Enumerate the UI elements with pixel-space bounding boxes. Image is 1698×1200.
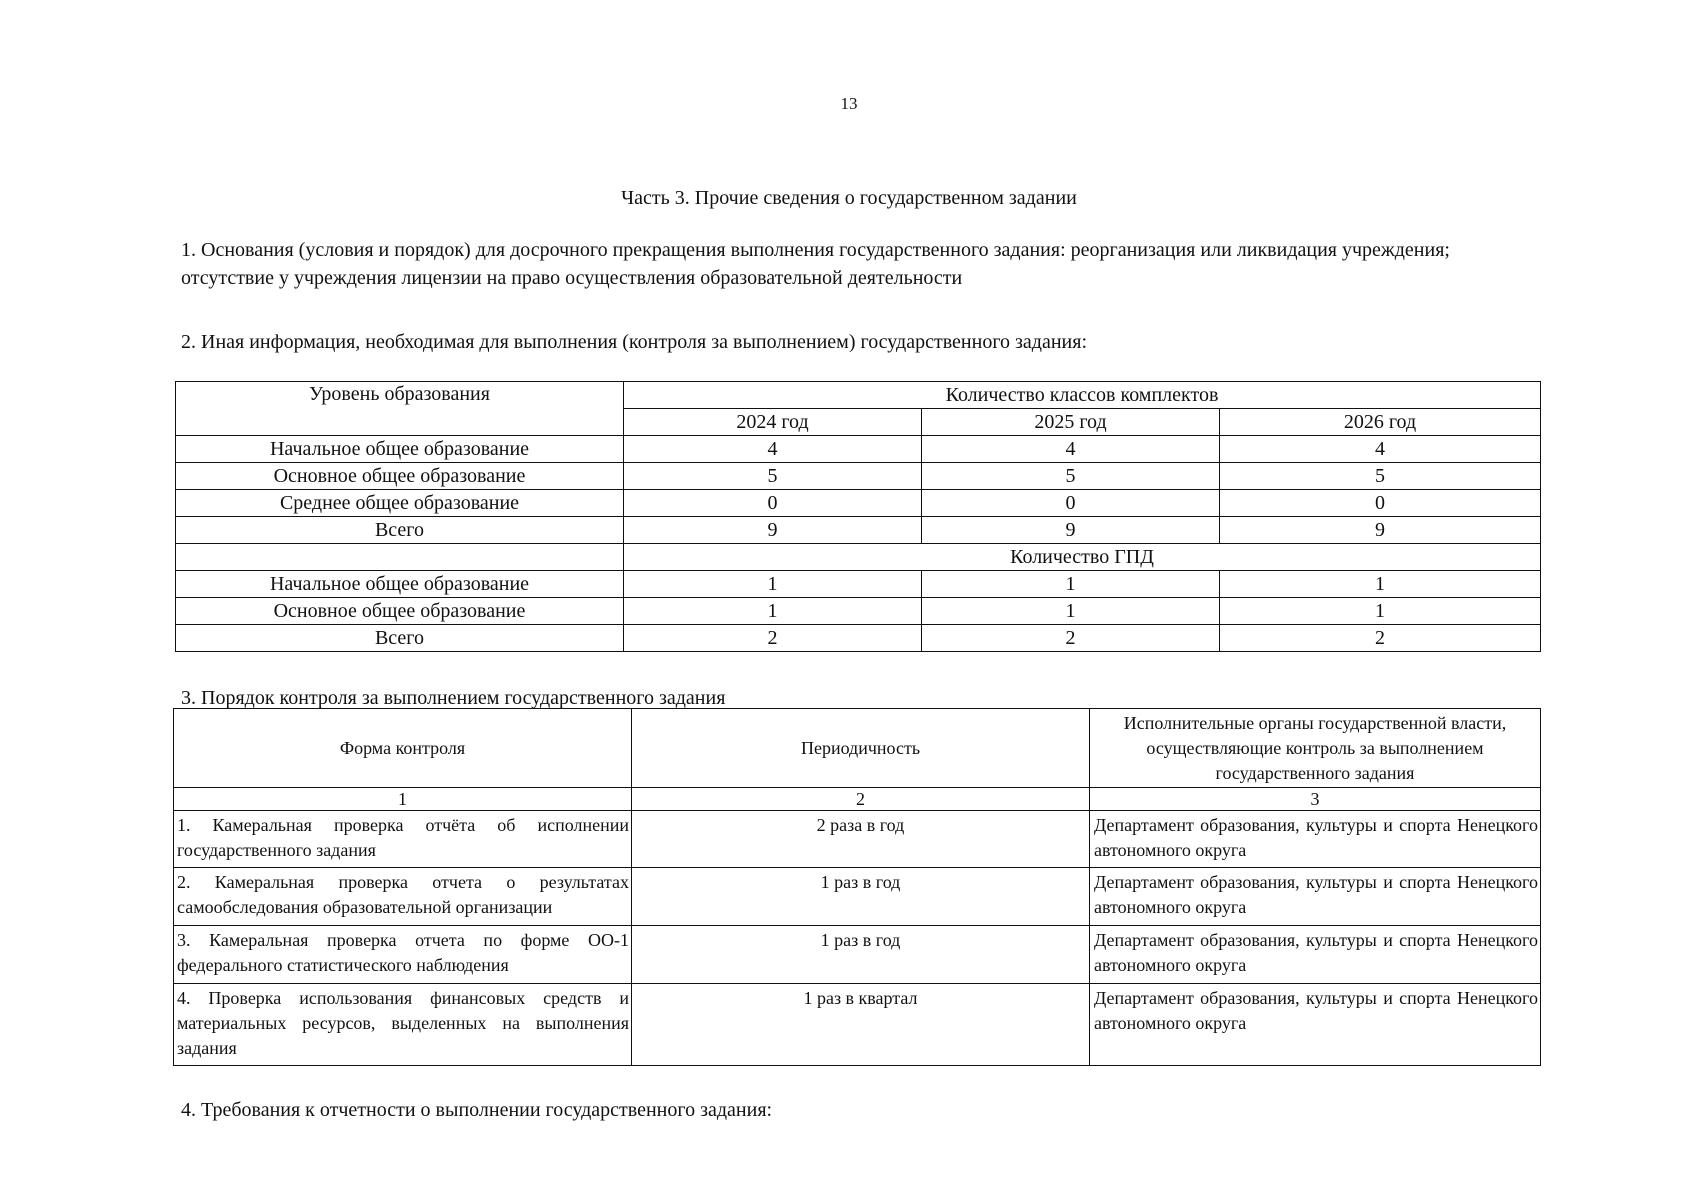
cell-value: 9 bbox=[624, 517, 922, 544]
control-period: 1 раз в год bbox=[632, 926, 1090, 984]
cell-value: 9 bbox=[1220, 517, 1541, 544]
control-period: 1 раз в год bbox=[632, 868, 1090, 926]
cell-value: 2 bbox=[1220, 625, 1541, 652]
paragraph-termination-grounds: 1. Основания (условия и порядок) для досрочного прекращения выполнения государственного задания: реорганизация или ликвидация учреждения; отсутствие у учреждения лицензии на право осуществления образовательной деятельности bbox=[181, 239, 1450, 289]
column-number: 3 bbox=[1090, 788, 1541, 811]
cell-value: 1 bbox=[1220, 598, 1541, 625]
control-form: 3. Камеральная проверка отчета по форме ОО-1 федерального статистического наблюдения bbox=[174, 926, 632, 984]
header-periodicity: Периодичность bbox=[632, 709, 1090, 788]
cell-value: 5 bbox=[624, 463, 922, 490]
cell-value: 2 bbox=[624, 625, 922, 652]
table-row bbox=[174, 926, 1541, 984]
paragraph-control-order: 3. Порядок контроля за выполнением государственного задания bbox=[181, 687, 726, 709]
page-number: 13 bbox=[840, 94, 858, 113]
row-level: Всего bbox=[176, 517, 624, 544]
row-level: Среднее общее образование bbox=[176, 490, 624, 517]
control-form: 2. Камеральная проверка отчета о результатах самообследования образовательной организации bbox=[174, 868, 632, 926]
row-level: Всего bbox=[176, 625, 624, 652]
classes-table bbox=[175, 381, 1541, 652]
control-form: 1. Камеральная проверка отчёта об исполнении государственного задания bbox=[174, 811, 632, 868]
section-title: Часть 3. Прочие сведения о государственном задании bbox=[621, 187, 1077, 209]
row-level: Начальное общее образование bbox=[176, 436, 624, 463]
cell-value: 9 bbox=[922, 517, 1220, 544]
header-control-form: Форма контроля bbox=[174, 709, 632, 788]
table-row bbox=[174, 984, 1541, 1066]
header-year: 2025 год bbox=[922, 409, 1220, 436]
cell-value: 0 bbox=[624, 490, 922, 517]
table-row bbox=[174, 868, 1541, 926]
cell-value: 0 bbox=[922, 490, 1220, 517]
row-level: Основное общее образование bbox=[176, 463, 624, 490]
header-education-level: Уровень образования bbox=[176, 382, 624, 436]
cell-value: 1 bbox=[922, 571, 1220, 598]
control-authority: Департамент образования, культуры и спорта Ненецкого автономного округа bbox=[1090, 926, 1541, 984]
table-row bbox=[176, 625, 1541, 652]
empty-cell bbox=[176, 544, 624, 571]
header-year: 2024 год bbox=[624, 409, 922, 436]
cell-value: 1 bbox=[1220, 571, 1541, 598]
header-authorities: Исполнительные органы государственной власти, осуществляющие контроль за выполнением государственного задания bbox=[1090, 709, 1541, 788]
table-row bbox=[176, 436, 1541, 463]
control-table bbox=[173, 708, 1541, 1066]
cell-value: 1 bbox=[922, 598, 1220, 625]
column-number: 1 bbox=[174, 788, 632, 811]
table-row bbox=[176, 517, 1541, 544]
column-number: 2 bbox=[632, 788, 1090, 811]
table-row bbox=[176, 463, 1541, 490]
cell-value: 4 bbox=[922, 436, 1220, 463]
control-authority: Департамент образования, культуры и спорта Ненецкого автономного округа bbox=[1090, 868, 1541, 926]
control-form: 4. Проверка использования финансовых средств и материальных ресурсов, выделенных на выполнения задания bbox=[174, 984, 632, 1066]
header-year: 2026 год bbox=[1220, 409, 1541, 436]
cell-value: 4 bbox=[1220, 436, 1541, 463]
control-period: 1 раз в квартал bbox=[632, 984, 1090, 1066]
table-row bbox=[176, 490, 1541, 517]
header-class-count: Количество классов комплектов bbox=[624, 382, 1541, 409]
paragraph-reporting-requirements: 4. Требования к отчетности о выполнении государственного задания: bbox=[181, 1099, 773, 1121]
cell-value: 4 bbox=[624, 436, 922, 463]
table-row bbox=[176, 571, 1541, 598]
control-authority: Департамент образования, культуры и спорта Ненецкого автономного округа bbox=[1090, 984, 1541, 1066]
cell-value: 1 bbox=[624, 598, 922, 625]
cell-value: 5 bbox=[1220, 463, 1541, 490]
cell-value: 0 bbox=[1220, 490, 1541, 517]
control-period: 2 раза в год bbox=[632, 811, 1090, 868]
paragraph-other-info: 2. Иная информация, необходимая для выполнения (контроля за выполнением) государственного задания: bbox=[181, 331, 1088, 353]
table-row bbox=[174, 811, 1541, 868]
row-level: Начальное общее образование bbox=[176, 571, 624, 598]
control-authority: Департамент образования, культуры и спорта Ненецкого автономного округа bbox=[1090, 811, 1541, 868]
cell-value: 5 bbox=[922, 463, 1220, 490]
cell-value: 1 bbox=[624, 571, 922, 598]
cell-value: 2 bbox=[922, 625, 1220, 652]
header-gpd-count: Количество ГПД bbox=[624, 544, 1541, 571]
table-row bbox=[176, 598, 1541, 625]
row-level: Основное общее образование bbox=[176, 598, 624, 625]
